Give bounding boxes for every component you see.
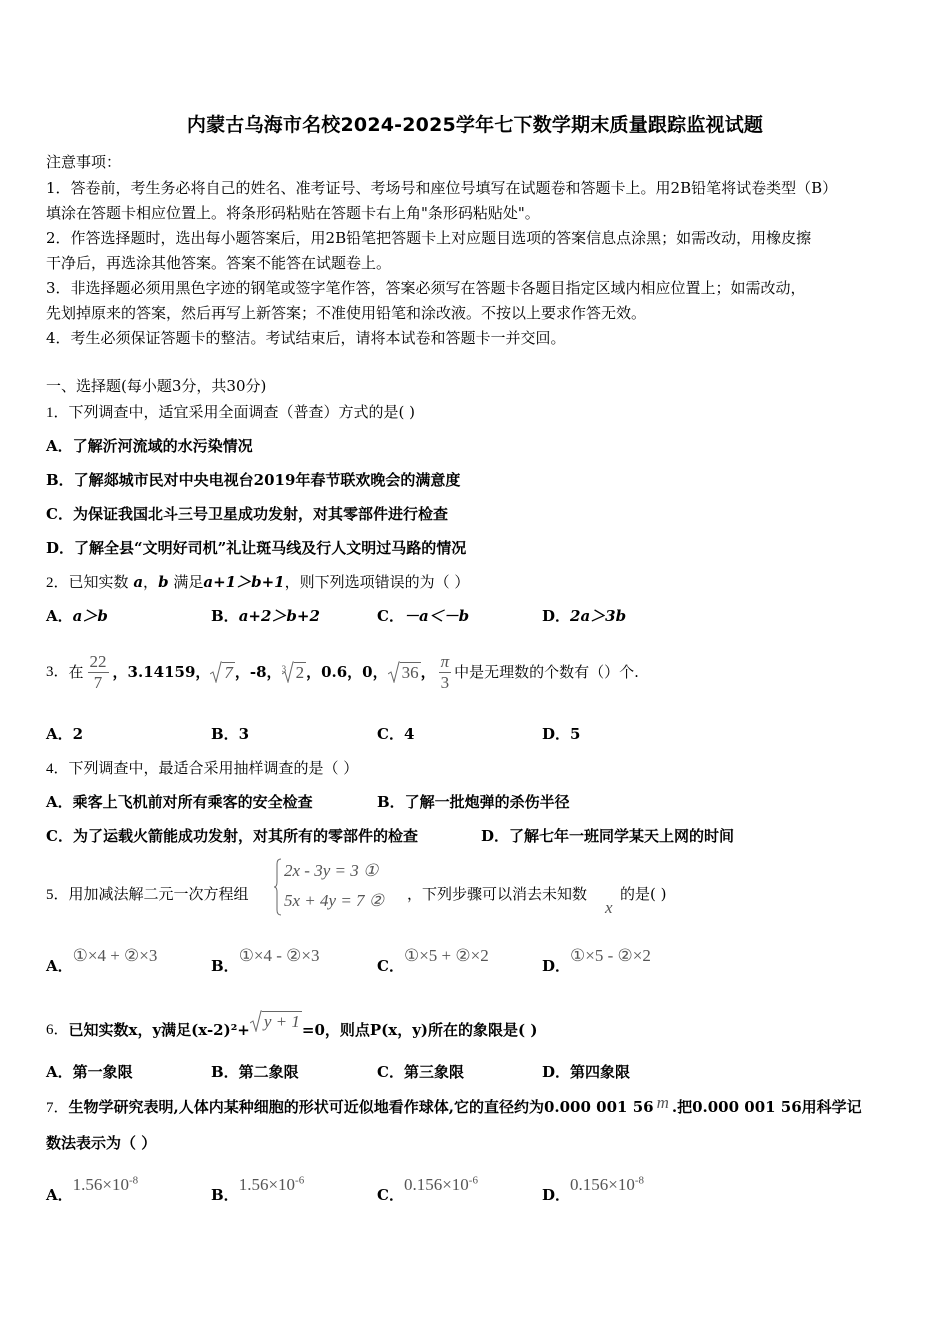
notice-line-4: 干净后，再选涂其他答案。答案不能答在试题卷上。 xyxy=(46,254,392,272)
notice-line-5: 3．非选择题必须用黑色字迹的钢笔或签字笔作答，答案必须写在答题卡各题目指定区域内相应位置上；如需改动， xyxy=(46,279,806,297)
question-number: 2． xyxy=(46,575,69,591)
q2-option-b: B．a+2＞b+2 xyxy=(211,607,320,625)
option-expression: $0.156\times 10^{-8}$ xyxy=(570,1174,645,1194)
question-stem-part: 满足 xyxy=(173,573,204,591)
option-expression: ①×5 + ②×2 xyxy=(403,946,489,965)
q5-option-b: B．①×4 - ②×3 xyxy=(211,946,320,975)
question-1 xyxy=(46,402,415,423)
option-expression: ①×4 + ②×3 xyxy=(72,946,158,965)
question-4 xyxy=(46,758,358,779)
sqrt-y-plus-1: y + 1 xyxy=(250,1010,302,1032)
notice-line-2: 填涂在答题卡相应位置上。将条形码粘贴在答题卡右上角"条形码粘贴处"。 xyxy=(46,204,540,222)
list-separator: ，3.14159， xyxy=(112,663,211,681)
sqrt-7: 7 xyxy=(210,661,235,683)
option-expression: 2a＞3b xyxy=(570,607,627,625)
q5-option-d: D．①×5 - ②×2 xyxy=(542,946,651,975)
option-expression: a+2＞b+2 xyxy=(238,607,320,625)
notice-line-7: 4．考生必须保证答题卡的整洁。考试结束后，请将本试卷和答题卡一并交回。 xyxy=(46,329,566,347)
variable-a: a xyxy=(133,573,144,591)
question-7-line-1 xyxy=(46,1093,862,1118)
q1-option-d: D．了解全县“文明好司机”礼让斑马线及行人文明过马路的情况 xyxy=(46,539,467,557)
q4-option-b: B．了解一批炮弹的杀伤半径 xyxy=(377,793,570,811)
question-stem-part: 已知实数 xyxy=(68,573,129,591)
fraction-22-7: $\frac{22}{7}$ xyxy=(89,651,107,692)
question-number: 3． xyxy=(46,664,69,680)
q2-option-a: A．a＞b xyxy=(46,607,108,625)
q7-option-c: C．$0.156\times 10^{-6}$ xyxy=(377,1174,478,1204)
question-7-line-2 xyxy=(46,1133,156,1153)
question-stem-part: =0，则点P(x，y)所在的象限是( ) xyxy=(301,1021,538,1039)
q7-option-d: D．$0.156\times 10^{-8}$ xyxy=(542,1174,645,1204)
q4-option-c: C．为了运载火箭能成功发射，对其所有的零部件的检查 xyxy=(46,827,418,845)
q3-option-d: D．5 xyxy=(542,725,581,743)
question-number: 1． xyxy=(46,405,69,421)
question-number: 4． xyxy=(46,761,69,777)
notice-line-3: 2．作答选择题时，选出每小题答案后，用2B铅笔把答题卡上对应题目选项的答案信息点涂黑；如需改动，用橡皮擦 xyxy=(46,229,812,247)
list-separator: ，-8， xyxy=(234,663,282,681)
q1-option-a: A．了解沂河流域的水污染情况 xyxy=(46,437,253,455)
question-2 xyxy=(46,572,469,593)
option-expression: $0.156\times 10^{-6}$ xyxy=(403,1174,478,1194)
unknown-variable: x xyxy=(605,898,613,917)
list-separator: ，0.6，0， xyxy=(306,663,388,681)
question-stem-part: .把0.000 001 56用科学记 xyxy=(671,1098,862,1116)
question-stem-part: 已知实数x，y满足(x-2)²+ xyxy=(68,1021,250,1039)
notice-heading: 注意事项： xyxy=(46,153,122,171)
q1-option-b: B．了解郯城市民对中央电视台2019年春节联欢晚会的满意度 xyxy=(46,471,461,489)
question-stem-part: 数法表示为（ ） xyxy=(46,1134,157,1152)
question-stem-part: ，下列步骤可以消去未知数 xyxy=(407,885,588,903)
equation-1: 2x - 3y = 3 ① xyxy=(284,861,379,880)
notice-line-1: 1．答卷前，考生务必将自己的姓名、准考证号、考场号和座位号填写在试题卷和答题卡上。用2B铅笔将试卷类型（B） xyxy=(46,179,838,197)
q3-option-c: C．4 xyxy=(377,725,415,743)
question-stem: 下列调查中，适宜采用全面调查（普查）方式的是( ) xyxy=(68,403,415,421)
option-expression: －a＜－b xyxy=(403,607,470,625)
question-5-stem-end: 的是( ) xyxy=(620,885,667,903)
fraction-pi-3: $\frac{\pi}{3}$ xyxy=(440,651,450,692)
section-heading: 一、选择题(每小题3分，共30分) xyxy=(46,377,267,395)
q2-option-d: D．2a＞3b xyxy=(542,607,627,625)
question-3 xyxy=(46,642,639,702)
question-number: 6． xyxy=(46,1022,69,1038)
question-number: 7． xyxy=(46,1100,69,1116)
q2-option-c: C．－a＜－b xyxy=(377,607,470,625)
q3-option-b: B．3 xyxy=(211,725,250,743)
q7-option-b: B．$1.56\times 10^{-6}$ xyxy=(211,1174,305,1204)
brace-icon xyxy=(274,858,282,916)
equation-2: 5x + 4y = 7 ② xyxy=(284,891,385,910)
option-expression: a＞b xyxy=(72,607,108,625)
question-stem: 下列调查中，最适合采用抽样调查的是（ ） xyxy=(68,759,359,777)
unit-meter: m xyxy=(656,1093,669,1112)
question-stem-part: 生物学研究表明,人体内某种细胞的形状可近似地看作球体,它的直径约为0.000 001 56 xyxy=(68,1098,654,1116)
q6-option-a: A．第一象限 xyxy=(46,1063,133,1081)
q1-option-c: C．为保证我国北斗三号卫星成功发射，对其零部件进行检查 xyxy=(46,505,448,523)
q4-option-d: D．了解七年一班同学某天上网的时间 xyxy=(481,827,735,845)
question-stem-part: 用加减法解二元一次方程组 xyxy=(68,885,249,903)
q7-option-a: A．$1.56\times 10^{-8}$ xyxy=(46,1174,139,1204)
list-separator: ， xyxy=(420,663,436,681)
option-expression: ①×5 - ②×2 xyxy=(570,946,651,965)
comma: ， xyxy=(143,573,159,591)
option-expression: ①×4 - ②×3 xyxy=(238,946,320,965)
notice-line-6: 先划掉原来的答案，然后再写上新答案；不准使用铅笔和涂改液。不按以上要求作答无效。 xyxy=(46,304,647,322)
option-expression: $1.56\times 10^{-8}$ xyxy=(72,1174,139,1194)
q5-option-c: C．①×5 + ②×2 xyxy=(377,946,489,975)
sqrt-36: 36 xyxy=(388,661,421,683)
question-stem-part: 在 xyxy=(68,663,84,681)
question-stem-part: ，则下列选项错误的为（ ） xyxy=(284,573,470,591)
q3-option-a: A．2 xyxy=(46,725,84,743)
equation-system xyxy=(274,858,404,916)
q5-option-a: A．①×4 + ②×3 xyxy=(46,946,158,975)
q4-option-a: A．乘客上飞机前对所有乘客的安全检查 xyxy=(46,793,313,811)
variable-b: b xyxy=(158,573,169,591)
question-6 xyxy=(46,1002,537,1040)
cube-root-2: 3 2 xyxy=(281,663,305,682)
q6-option-d: D．第四象限 xyxy=(542,1063,631,1081)
q6-option-b: B．第二象限 xyxy=(211,1063,299,1081)
question-5-stem-left xyxy=(46,884,249,905)
question-stem-part: 中是无理数的个数有（）个. xyxy=(454,663,639,681)
condition-expression: a+1＞b+1 xyxy=(203,573,285,591)
page-title: 内蒙古乌海市名校2024-2025学年七下数学期末质量跟踪监视试题 xyxy=(186,114,764,136)
question-number: 5． xyxy=(46,887,69,903)
question-5-stem-right xyxy=(407,884,587,904)
q6-option-c: C．第三象限 xyxy=(377,1063,464,1081)
option-expression: $1.56\times 10^{-6}$ xyxy=(238,1174,305,1194)
